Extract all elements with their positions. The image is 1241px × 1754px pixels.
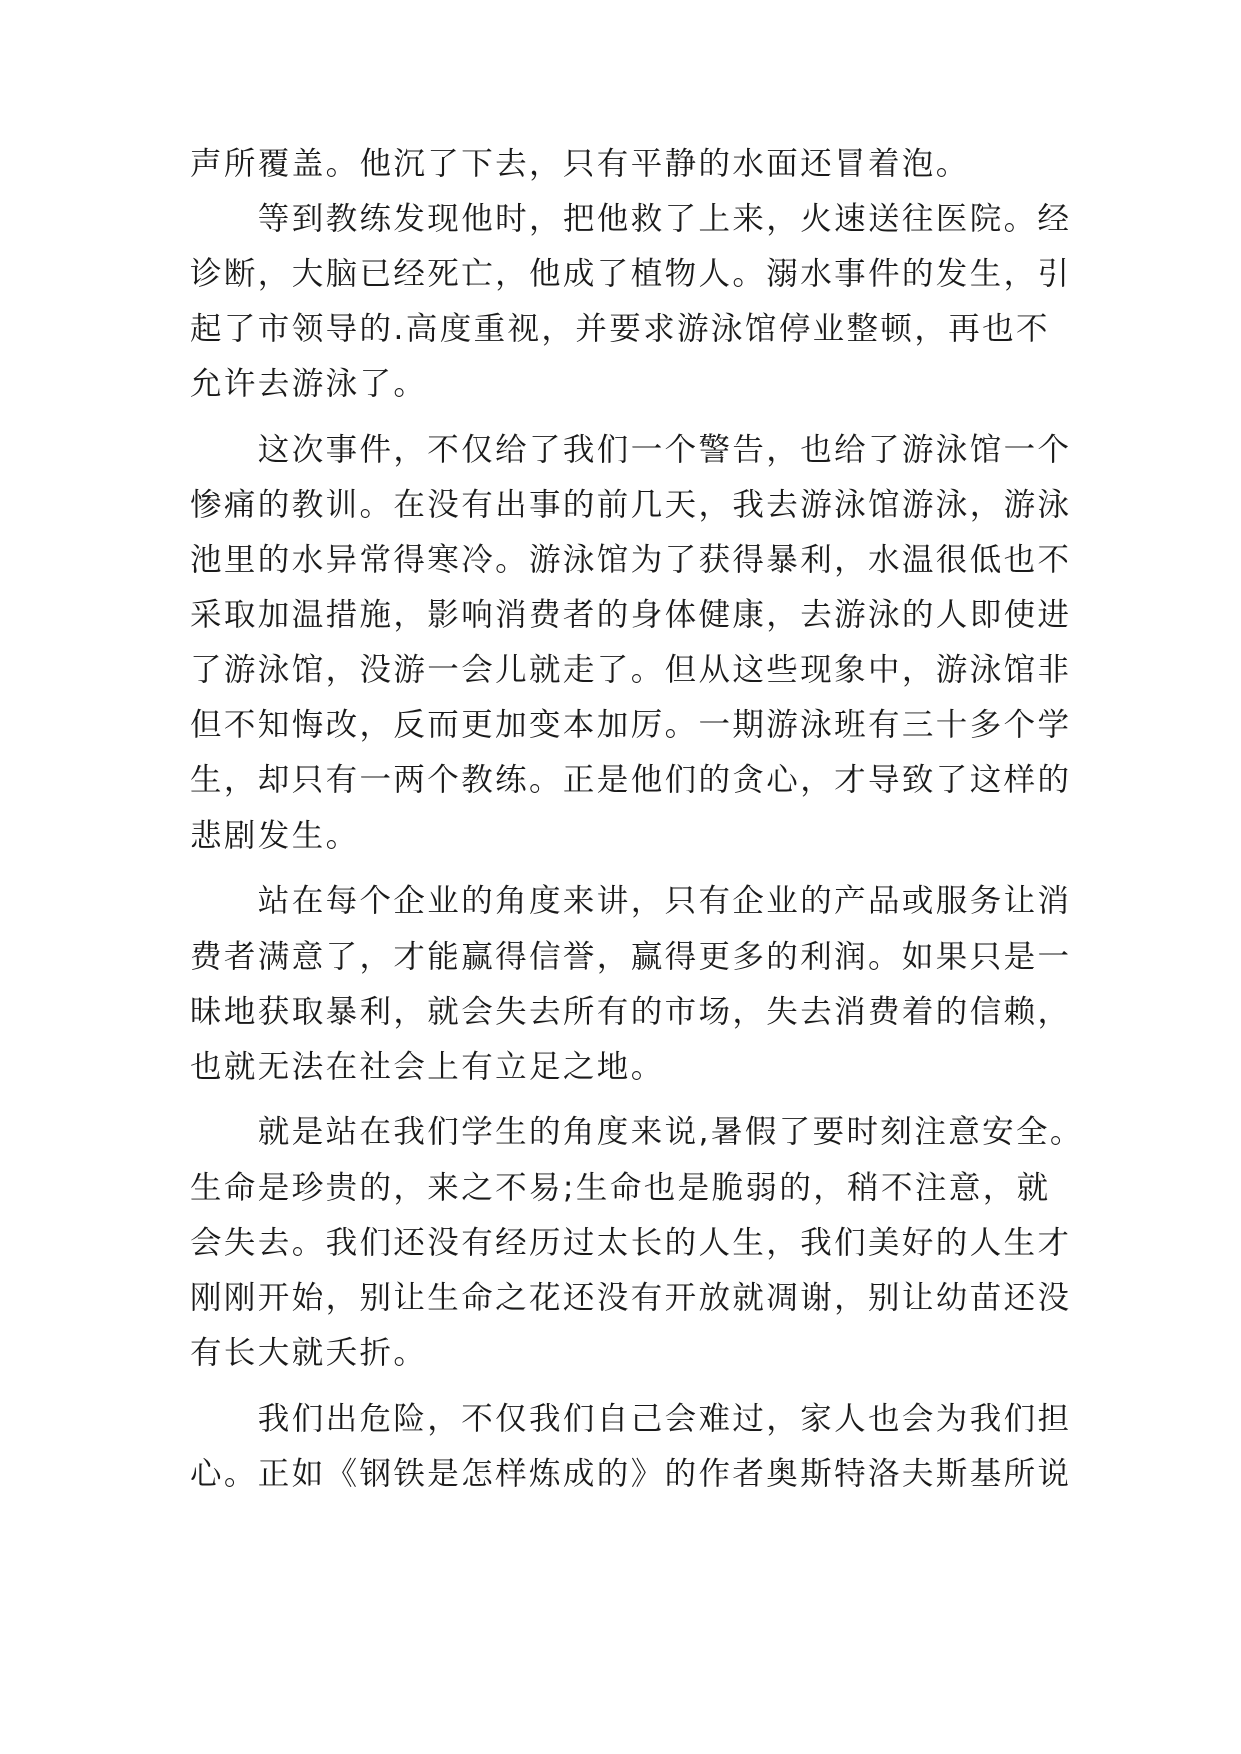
text-line: 采取加温措施，影响消费者的身体健康，去游泳的人即使进: [190, 597, 1072, 633]
text-line: 诊断，大脑已经死亡，他成了植物人。溺水事件的发生，引: [190, 256, 1072, 292]
text-line: 惨痛的教训。在没有出事的前几天，我去游泳馆游泳，游泳: [190, 487, 1072, 523]
text-line: 了游泳馆，没游一会儿就走了。但从这些现象中，游泳馆非: [190, 652, 1072, 688]
text-line: 就是站在我们学生的角度来说,暑假了要时刻注意安全。: [190, 1114, 1084, 1150]
text-line: 也就无法在社会上有立足之地。: [190, 1049, 665, 1085]
text-line: 允许去游泳了。: [190, 366, 428, 402]
text-line: 等到教练发现他时，把他救了上来，火速送往医院。经: [190, 201, 1072, 237]
text-line: 费者满意了，才能赢得信誉，赢得更多的利润。如果只是一: [190, 939, 1072, 975]
text-line: 声所覆盖。他沉了下去，只有平静的水面还冒着泡。: [190, 146, 970, 182]
text-line: 昧地获取暴利，就会失去所有的市场，失去消费着的信赖，: [190, 994, 1072, 1030]
text-line: 生，却只有一两个教练。正是他们的贪心，才导致了这样的: [190, 762, 1072, 798]
text-line: 生命是珍贵的，来之不易;生命也是脆弱的，稍不注意，就: [190, 1170, 1051, 1206]
text-line: 悲剧发生。: [190, 818, 360, 854]
text-line: 我们出危险，不仅我们自己会难过，家人也会为我们担: [190, 1401, 1072, 1437]
text-line: 有长大就夭折。: [190, 1335, 428, 1371]
text-line: 会失去。我们还没有经历过太长的人生，我们美好的人生才: [190, 1225, 1072, 1261]
text-line: 但不知悔改，反而更加变本加厉。一期游泳班有三十多个学: [190, 707, 1072, 743]
text-line: 这次事件，不仅给了我们一个警告，也给了游泳馆一个: [190, 432, 1072, 468]
text-line: 刚刚开始，别让生命之花还没有开放就凋谢，别让幼苗还没: [190, 1280, 1072, 1316]
text-line: 站在每个企业的角度来讲，只有企业的产品或服务让消: [190, 883, 1072, 919]
text-line: 起了市领导的.高度重视，并要求游泳馆停业整顿，再也不: [190, 311, 1050, 347]
text-line: 池里的水异常得寒冷。游泳馆为了获得暴利，水温很低也不: [190, 542, 1072, 578]
text-line: 心。正如《钢铁是怎样炼成的》的作者奥斯特洛夫斯基所说: [190, 1456, 1072, 1492]
